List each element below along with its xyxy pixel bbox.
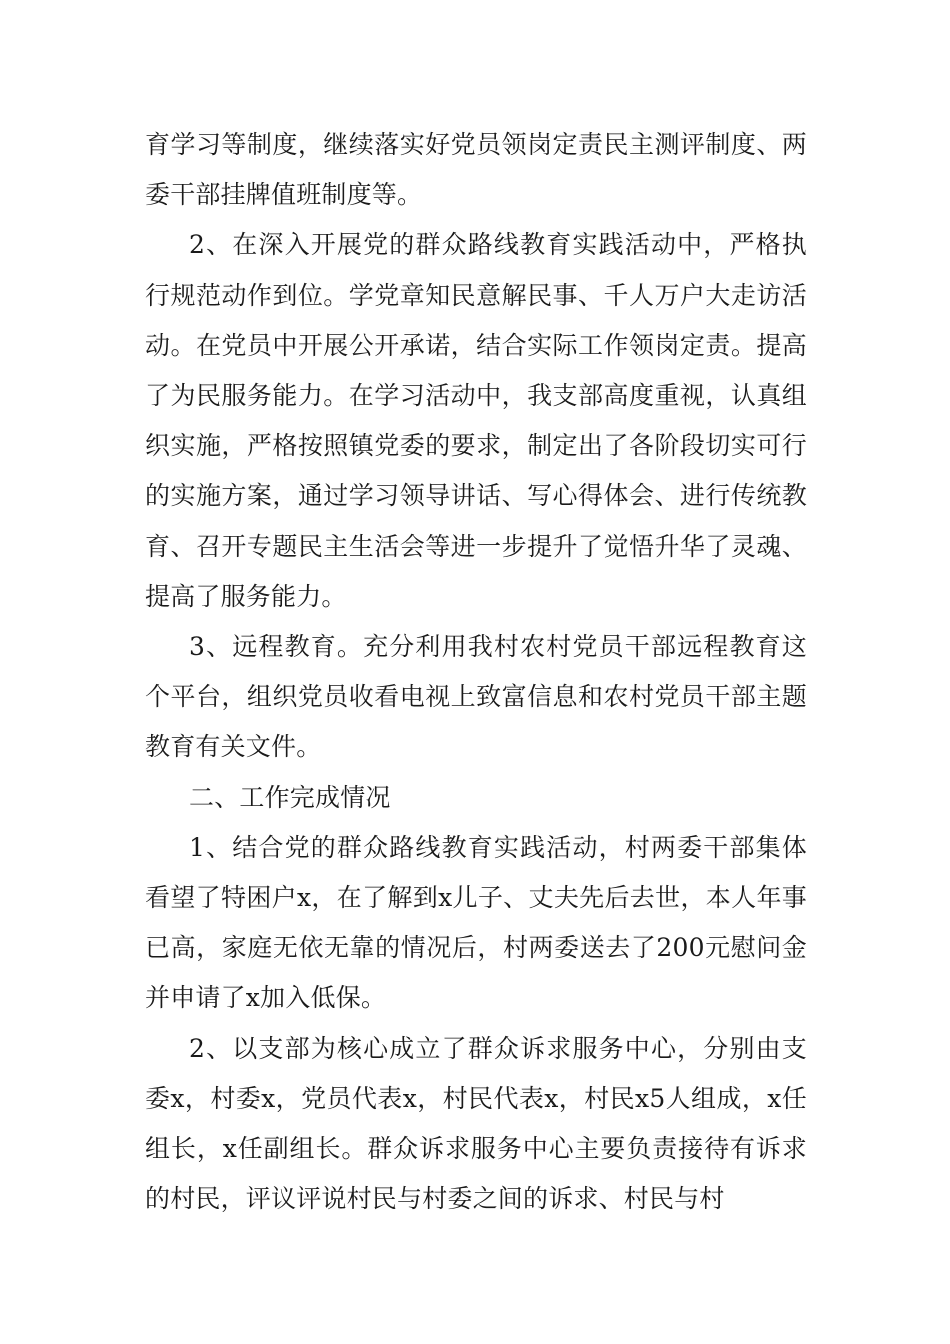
- paragraph-item-2: 2、在深入开展党的群众路线教育实践活动中，严格执行规范动作到位。学党章知民意解民事、千人万户大走访活动。在党员中开展公开承诺，结合实际工作领岗定责。提高了为民服务能力。在学习活动中，我支部高度重视，认真组织实施，严格按照镇党委的要求，制定出了各阶段切实可行的实施方案，通过学习领导讲话、写心得体会、进行传统教育、召开专题民主生活会等进一步提升了觉悟升华了灵魂、提高了服务能力。: [145, 230, 807, 611]
- paragraph-section2-item-1: 1、结合党的群众路线教育实践活动，村两委干部集体看望了特困户x，在了解到x儿子、丈夫先后去世，本人年事已高，家庭无依无靠的情况后，村两委送去了200元慰问金并申请了x加入低保。: [145, 832, 807, 1013]
- document-body: [145, 120, 807, 1224]
- paragraph-item-3: 3、远程教育。充分利用我村农村党员干部远程教育这个平台，组织党员收看电视上致富信息和农村党员干部主题教育有关文件。: [145, 632, 807, 762]
- paragraph-continued: 育学习等制度，继续落实好党员领岗定责民主测评制度、两委干部挂牌值班制度等。: [145, 130, 807, 210]
- section-heading: 二、工作完成情况: [189, 782, 391, 812]
- paragraph-section2-item-2: 2、以支部为核心成立了群众诉求服务中心，分别由支委x，村委x，党员代表x，村民代表x，村民x5人组成，x任组长，x任副组长。群众诉求服务中心主要负责接待有诉求的村民，评议评说村民与村委之间的诉求、村民与村: [145, 1033, 807, 1214]
